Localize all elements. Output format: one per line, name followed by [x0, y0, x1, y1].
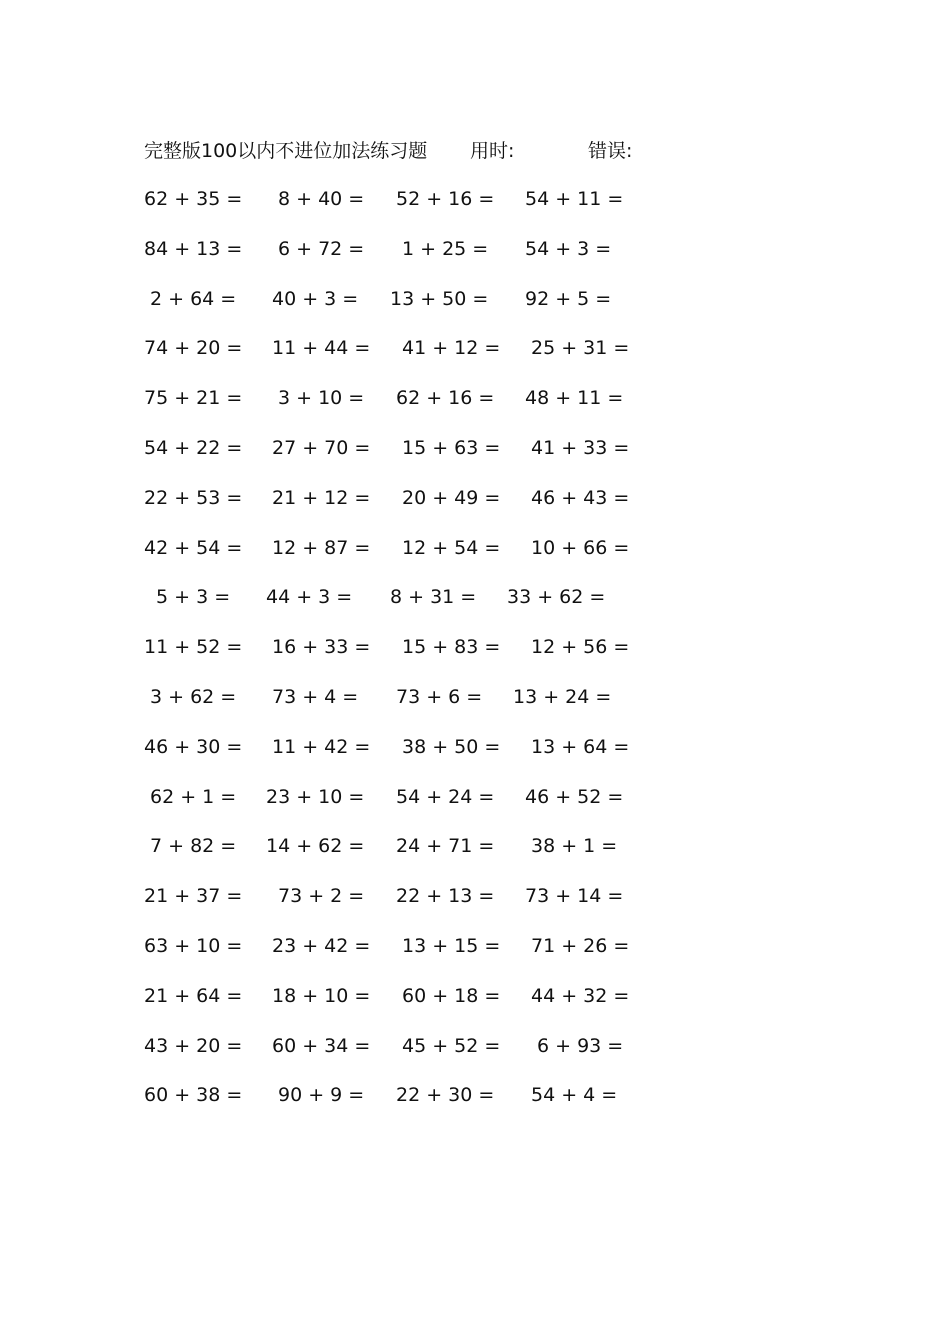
problem-row — [0, 1080, 950, 1130]
addition-problem: 73 + 14 = — [525, 885, 624, 908]
addition-problem: 22 + 53 = — [144, 486, 243, 509]
addition-problem: 38 + 1 = — [531, 835, 618, 858]
worksheet-title: 完整版100以内不进位加法练习题 — [144, 140, 428, 162]
problem-row — [0, 284, 950, 334]
addition-problem: 11 + 52 = — [144, 636, 243, 659]
addition-problem: 63 + 10 = — [144, 934, 243, 957]
error-label: 错误: — [588, 140, 633, 162]
addition-problem: 33 + 62 = — [507, 586, 606, 609]
addition-problem: 40 + 3 = — [272, 287, 359, 310]
addition-problem: 15 + 63 = — [402, 436, 501, 459]
problem-row — [0, 533, 950, 583]
addition-problem: 54 + 4 = — [531, 1084, 618, 1107]
addition-problem: 71 + 26 = — [531, 934, 630, 957]
problem-row — [0, 383, 950, 433]
problem-row — [0, 831, 950, 881]
addition-problem: 54 + 22 = — [144, 436, 243, 459]
addition-problem: 62 + 1 = — [150, 785, 237, 808]
addition-problem: 23 + 42 = — [272, 934, 371, 957]
addition-problem: 7 + 82 = — [150, 835, 237, 858]
addition-problem: 46 + 52 = — [525, 785, 624, 808]
addition-problem: 15 + 83 = — [402, 636, 501, 659]
problem-row — [0, 1031, 950, 1081]
addition-problem: 5 + 3 = — [156, 586, 231, 609]
addition-problem: 42 + 54 = — [144, 536, 243, 559]
addition-problem: 1 + 25 = — [402, 237, 489, 260]
addition-problem: 41 + 33 = — [531, 436, 630, 459]
addition-problem: 11 + 42 = — [272, 735, 371, 758]
addition-problem: 46 + 43 = — [531, 486, 630, 509]
problem-row — [0, 483, 950, 533]
addition-problem: 60 + 38 = — [144, 1084, 243, 1107]
addition-problem: 13 + 50 = — [390, 287, 489, 310]
problem-row — [0, 433, 950, 483]
addition-problem: 62 + 16 = — [396, 387, 495, 410]
addition-problem: 60 + 34 = — [272, 1034, 371, 1057]
addition-problem: 21 + 64 = — [144, 984, 243, 1007]
addition-problem: 46 + 30 = — [144, 735, 243, 758]
addition-problem: 75 + 21 = — [144, 387, 243, 410]
problem-row — [0, 333, 950, 383]
addition-problem: 62 + 35 = — [144, 188, 243, 210]
addition-problem: 21 + 12 = — [272, 486, 371, 509]
addition-problem: 25 + 31 = — [531, 337, 630, 360]
addition-problem: 6 + 72 = — [278, 237, 365, 260]
addition-problem: 8 + 31 = — [390, 586, 477, 609]
problem-row — [0, 582, 950, 632]
addition-problem: 20 + 49 = — [402, 486, 501, 509]
addition-problem: 48 + 11 = — [525, 387, 624, 410]
addition-problem: 44 + 32 = — [531, 984, 630, 1007]
problem-row — [0, 632, 950, 682]
addition-problem: 3 + 10 = — [278, 387, 365, 410]
addition-problem: 8 + 40 = — [278, 188, 365, 210]
addition-problem: 21 + 37 = — [144, 885, 243, 908]
addition-problem: 43 + 20 = — [144, 1034, 243, 1057]
addition-problem: 90 + 9 = — [278, 1084, 365, 1107]
addition-problem: 13 + 15 = — [402, 934, 501, 957]
addition-problem: 60 + 18 = — [402, 984, 501, 1007]
addition-problem: 54 + 11 = — [525, 188, 624, 210]
addition-problem: 12 + 56 = — [531, 636, 630, 659]
problem-row — [0, 881, 950, 931]
addition-problem: 3 + 62 = — [150, 685, 237, 708]
problem-row — [0, 782, 950, 832]
problem-grid — [0, 184, 950, 1130]
time-label: 用时: — [470, 140, 515, 162]
addition-problem: 74 + 20 = — [144, 337, 243, 360]
problem-row — [0, 234, 950, 284]
addition-problem: 73 + 4 = — [272, 685, 359, 708]
addition-problem: 52 + 16 = — [396, 188, 495, 210]
addition-problem: 2 + 64 = — [150, 287, 237, 310]
problem-row — [0, 184, 950, 234]
addition-problem: 22 + 30 = — [396, 1084, 495, 1107]
addition-problem: 23 + 10 = — [266, 785, 365, 808]
addition-problem: 44 + 3 = — [266, 586, 353, 609]
addition-problem: 12 + 87 = — [272, 536, 371, 559]
addition-problem: 84 + 13 = — [144, 237, 243, 260]
addition-problem: 13 + 64 = — [531, 735, 630, 758]
problem-row — [0, 682, 950, 732]
problem-row — [0, 732, 950, 782]
addition-problem: 27 + 70 = — [272, 436, 371, 459]
addition-problem: 13 + 24 = — [513, 685, 612, 708]
addition-problem: 6 + 93 = — [537, 1034, 624, 1057]
addition-problem: 14 + 62 = — [266, 835, 365, 858]
addition-problem: 54 + 24 = — [396, 785, 495, 808]
addition-problem: 73 + 2 = — [278, 885, 365, 908]
addition-problem: 45 + 52 = — [402, 1034, 501, 1057]
addition-problem: 38 + 50 = — [402, 735, 501, 758]
addition-problem: 18 + 10 = — [272, 984, 371, 1007]
addition-problem: 11 + 44 = — [272, 337, 371, 360]
problem-row — [0, 931, 950, 981]
addition-problem: 12 + 54 = — [402, 536, 501, 559]
addition-problem: 41 + 12 = — [402, 337, 501, 360]
addition-problem: 92 + 5 = — [525, 287, 612, 310]
addition-problem: 73 + 6 = — [396, 685, 483, 708]
addition-problem: 54 + 3 = — [525, 237, 612, 260]
addition-problem: 24 + 71 = — [396, 835, 495, 858]
addition-problem: 10 + 66 = — [531, 536, 630, 559]
addition-problem: 22 + 13 = — [396, 885, 495, 908]
addition-problem: 16 + 33 = — [272, 636, 371, 659]
problem-row — [0, 981, 950, 1031]
